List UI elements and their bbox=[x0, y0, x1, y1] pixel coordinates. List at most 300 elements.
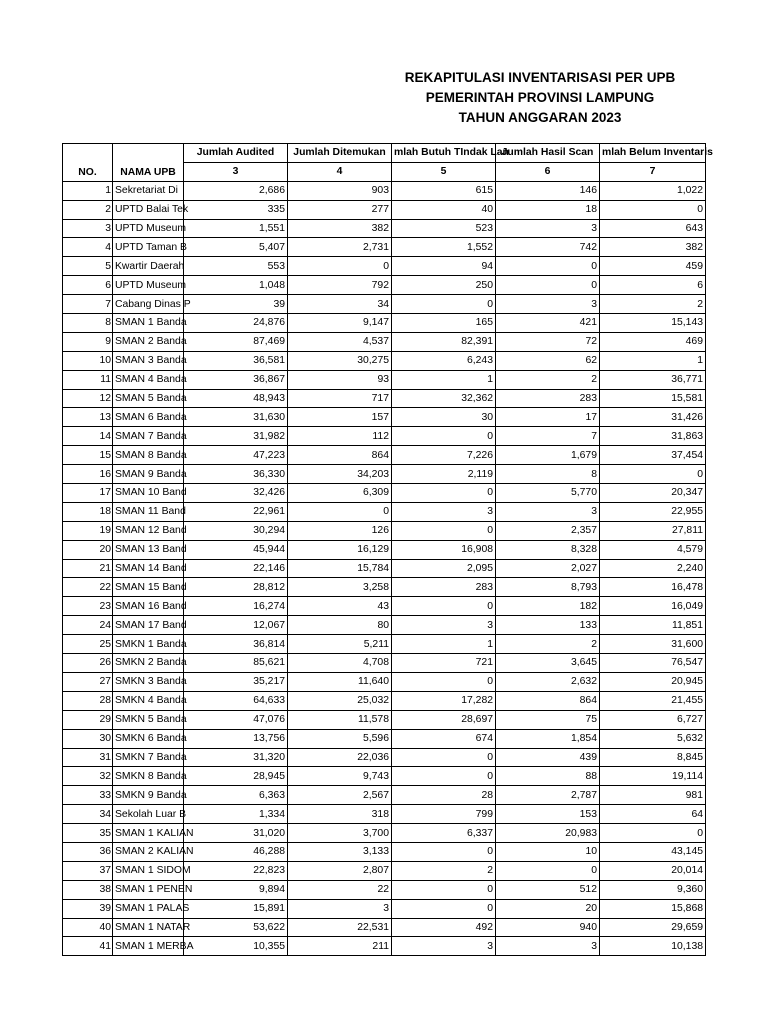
header-jumlah-butuh-tindak-lanjut bbox=[392, 144, 509, 163]
cell-no: 18 bbox=[63, 502, 113, 521]
cell-nama-upb bbox=[113, 219, 187, 238]
cell-no: 3 bbox=[63, 219, 113, 238]
cell-jumlah-butuh-tindak-lanjut: 0 bbox=[392, 295, 496, 314]
cell-nama-upb bbox=[113, 370, 187, 389]
cell-no: 22 bbox=[63, 578, 113, 597]
cell-jumlah-belum-inventaris: 11,851 bbox=[600, 616, 706, 635]
cell-jumlah-belum-inventaris: 76,547 bbox=[600, 654, 706, 673]
cell-jumlah-ditemukan: 4,708 bbox=[288, 654, 392, 673]
header-num-4: 4 bbox=[288, 162, 392, 181]
cell-nama-upb-text: SMAN 1 PENEN bbox=[115, 884, 193, 896]
cell-jumlah-belum-inventaris: 15,581 bbox=[600, 389, 706, 408]
cell-no: 31 bbox=[63, 748, 113, 767]
cell-jumlah-hasil-scan: 0 bbox=[496, 257, 600, 276]
cell-jumlah-hasil-scan: 2,027 bbox=[496, 559, 600, 578]
cell-no: 33 bbox=[63, 786, 113, 805]
cell-jumlah-butuh-tindak-lanjut: 523 bbox=[392, 219, 496, 238]
cell-jumlah-belum-inventaris: 6,727 bbox=[600, 710, 706, 729]
cell-jumlah-ditemukan: 22,036 bbox=[288, 748, 392, 767]
cell-nama-upb-text: Sekolah Luar B bbox=[115, 808, 187, 820]
cell-jumlah-belum-inventaris: 31,600 bbox=[600, 635, 706, 654]
cell-nama-upb bbox=[113, 484, 187, 503]
cell-nama-upb bbox=[113, 616, 187, 635]
cell-jumlah-butuh-tindak-lanjut: 82,391 bbox=[392, 332, 496, 351]
cell-nama-upb-text: SMKN 3 Banda bbox=[115, 676, 187, 688]
cell-jumlah-butuh-tindak-lanjut: 250 bbox=[392, 276, 496, 295]
cell-jumlah-audited: 1,334 bbox=[184, 805, 288, 824]
cell-jumlah-belum-inventaris: 2 bbox=[600, 295, 706, 314]
cell-jumlah-audited: 64,633 bbox=[184, 691, 288, 710]
cell-jumlah-butuh-tindak-lanjut: 0 bbox=[392, 672, 496, 691]
cell-jumlah-butuh-tindak-lanjut: 615 bbox=[392, 181, 496, 200]
cell-jumlah-audited: 553 bbox=[184, 257, 288, 276]
cell-nama-upb bbox=[113, 672, 187, 691]
cell-jumlah-ditemukan: 25,032 bbox=[288, 691, 392, 710]
cell-jumlah-ditemukan: 6,309 bbox=[288, 484, 392, 503]
cell-jumlah-audited: 85,621 bbox=[184, 654, 288, 673]
cell-jumlah-audited: 335 bbox=[184, 200, 288, 219]
cell-jumlah-butuh-tindak-lanjut: 1,552 bbox=[392, 238, 496, 257]
cell-jumlah-ditemukan: 3,133 bbox=[288, 842, 392, 861]
cell-nama-upb-text: SMAN 15 Band bbox=[115, 581, 187, 593]
cell-jumlah-ditemukan: 80 bbox=[288, 616, 392, 635]
cell-jumlah-audited: 31,630 bbox=[184, 408, 288, 427]
cell-nama-upb-text: SMKN 9 Banda bbox=[115, 789, 187, 801]
cell-jumlah-hasil-scan: 17 bbox=[496, 408, 600, 427]
cell-jumlah-belum-inventaris: 31,426 bbox=[600, 408, 706, 427]
cell-jumlah-ditemukan: 11,578 bbox=[288, 710, 392, 729]
cell-nama-upb bbox=[113, 295, 191, 314]
cell-nama-upb-text: SMAN 7 Banda bbox=[115, 430, 187, 442]
cell-jumlah-audited: 22,961 bbox=[184, 502, 288, 521]
cell-jumlah-ditemukan: 318 bbox=[288, 805, 392, 824]
cell-jumlah-belum-inventaris: 8,845 bbox=[600, 748, 706, 767]
cell-jumlah-belum-inventaris: 0 bbox=[600, 465, 706, 484]
table-row bbox=[63, 710, 706, 729]
table-row bbox=[63, 540, 706, 559]
cell-jumlah-belum-inventaris: 382 bbox=[600, 238, 706, 257]
header-jumlah-belum-inventaris-text: mlah Belum Inventaris bbox=[602, 147, 713, 159]
cell-jumlah-ditemukan: 9,147 bbox=[288, 314, 392, 333]
cell-jumlah-hasil-scan: 439 bbox=[496, 748, 600, 767]
cell-nama-upb bbox=[113, 729, 187, 748]
cell-jumlah-audited: 13,756 bbox=[184, 729, 288, 748]
cell-nama-upb-text: SMAN 10 Band bbox=[115, 487, 187, 499]
cell-jumlah-belum-inventaris: 0 bbox=[600, 200, 706, 219]
cell-no: 14 bbox=[63, 427, 113, 446]
cell-jumlah-belum-inventaris: 36,771 bbox=[600, 370, 706, 389]
cell-jumlah-audited: 30,294 bbox=[184, 521, 288, 540]
cell-nama-upb-text: SMAN 1 KALIAN bbox=[115, 827, 194, 839]
cell-nama-upb-text: SMKN 1 Banda bbox=[115, 638, 187, 650]
cell-jumlah-belum-inventaris: 31,863 bbox=[600, 427, 706, 446]
cell-jumlah-belum-inventaris: 19,114 bbox=[600, 767, 706, 786]
table-row bbox=[63, 672, 706, 691]
table-row bbox=[63, 521, 706, 540]
cell-no: 6 bbox=[63, 276, 113, 295]
cell-jumlah-butuh-tindak-lanjut: 30 bbox=[392, 408, 496, 427]
cell-no: 25 bbox=[63, 635, 113, 654]
cell-jumlah-belum-inventaris: 1 bbox=[600, 351, 706, 370]
cell-jumlah-audited: 46,288 bbox=[184, 842, 288, 861]
cell-jumlah-butuh-tindak-lanjut: 94 bbox=[392, 257, 496, 276]
cell-nama-upb bbox=[113, 710, 187, 729]
cell-jumlah-belum-inventaris: 43,145 bbox=[600, 842, 706, 861]
cell-no: 29 bbox=[63, 710, 113, 729]
cell-nama-upb-text: Kwartir Daerah bbox=[115, 260, 185, 272]
cell-jumlah-hasil-scan: 62 bbox=[496, 351, 600, 370]
cell-jumlah-butuh-tindak-lanjut: 16,908 bbox=[392, 540, 496, 559]
cell-jumlah-hasil-scan: 1,854 bbox=[496, 729, 600, 748]
cell-jumlah-hasil-scan: 2,632 bbox=[496, 672, 600, 691]
cell-nama-upb bbox=[113, 597, 187, 616]
header-num-7: 7 bbox=[600, 162, 706, 181]
cell-jumlah-ditemukan: 34,203 bbox=[288, 465, 392, 484]
cell-jumlah-audited: 31,982 bbox=[184, 427, 288, 446]
cell-jumlah-belum-inventaris: 27,811 bbox=[600, 521, 706, 540]
cell-nama-upb-text: SMAN 4 Banda bbox=[115, 374, 187, 386]
cell-jumlah-hasil-scan: 20,983 bbox=[496, 824, 600, 843]
cell-nama-upb-text: SMAN 2 Banda bbox=[115, 336, 187, 348]
cell-jumlah-audited: 36,330 bbox=[184, 465, 288, 484]
cell-jumlah-hasil-scan: 153 bbox=[496, 805, 600, 824]
cell-jumlah-audited: 31,320 bbox=[184, 748, 288, 767]
cell-jumlah-belum-inventaris: 15,868 bbox=[600, 899, 706, 918]
cell-jumlah-butuh-tindak-lanjut: 1 bbox=[392, 370, 496, 389]
cell-nama-upb bbox=[113, 654, 187, 673]
header-jumlah-audited-text: Jumlah Audited bbox=[196, 147, 275, 159]
cell-jumlah-ditemukan: 3 bbox=[288, 899, 392, 918]
cell-nama-upb bbox=[113, 937, 194, 956]
cell-jumlah-hasil-scan: 421 bbox=[496, 314, 600, 333]
cell-nama-upb bbox=[113, 786, 187, 805]
table-row bbox=[63, 238, 706, 257]
cell-jumlah-hasil-scan: 146 bbox=[496, 181, 600, 200]
cell-jumlah-belum-inventaris: 16,478 bbox=[600, 578, 706, 597]
cell-nama-upb bbox=[113, 200, 189, 219]
cell-jumlah-butuh-tindak-lanjut: 17,282 bbox=[392, 691, 496, 710]
cell-jumlah-belum-inventaris: 15,143 bbox=[600, 314, 706, 333]
cell-jumlah-hasil-scan: 512 bbox=[496, 880, 600, 899]
cell-jumlah-hasil-scan: 3 bbox=[496, 502, 600, 521]
cell-no: 10 bbox=[63, 351, 113, 370]
table-row bbox=[63, 408, 706, 427]
cell-nama-upb bbox=[113, 427, 187, 446]
cell-nama-upb-text: SMAN 1 MERBA bbox=[115, 940, 194, 952]
cell-nama-upb bbox=[113, 767, 187, 786]
cell-jumlah-ditemukan: 2,567 bbox=[288, 786, 392, 805]
cell-jumlah-ditemukan: 157 bbox=[288, 408, 392, 427]
cell-nama-upb bbox=[113, 824, 194, 843]
cell-nama-upb-text: UPTD Balai Tek bbox=[115, 204, 189, 216]
cell-nama-upb-text: SMAN 16 Band bbox=[115, 600, 187, 612]
cell-jumlah-audited: 87,469 bbox=[184, 332, 288, 351]
cell-jumlah-belum-inventaris: 981 bbox=[600, 786, 706, 805]
table-row bbox=[63, 748, 706, 767]
cell-jumlah-belum-inventaris: 10,138 bbox=[600, 937, 706, 956]
cell-nama-upb bbox=[113, 748, 187, 767]
cell-jumlah-butuh-tindak-lanjut: 492 bbox=[392, 918, 496, 937]
cell-jumlah-hasil-scan: 3 bbox=[496, 295, 600, 314]
cell-no: 32 bbox=[63, 767, 113, 786]
header-jumlah-butuh-tindak-lanjut-text: mlah Butuh TIndak Lan bbox=[394, 147, 509, 159]
cell-nama-upb-text: SMAN 1 SIDOM bbox=[115, 865, 191, 877]
cell-jumlah-hasil-scan: 3 bbox=[496, 219, 600, 238]
table-row bbox=[63, 559, 706, 578]
cell-jumlah-ditemukan: 22,531 bbox=[288, 918, 392, 937]
cell-jumlah-hasil-scan: 10 bbox=[496, 842, 600, 861]
cell-nama-upb-text: SMKN 7 Banda bbox=[115, 751, 187, 763]
cell-jumlah-ditemukan: 211 bbox=[288, 937, 392, 956]
cell-jumlah-ditemukan: 792 bbox=[288, 276, 392, 295]
cell-jumlah-butuh-tindak-lanjut: 674 bbox=[392, 729, 496, 748]
cell-jumlah-hasil-scan: 133 bbox=[496, 616, 600, 635]
cell-jumlah-butuh-tindak-lanjut: 0 bbox=[392, 880, 496, 899]
cell-jumlah-ditemukan: 34 bbox=[288, 295, 392, 314]
cell-jumlah-ditemukan: 2,731 bbox=[288, 238, 392, 257]
cell-jumlah-ditemukan: 112 bbox=[288, 427, 392, 446]
table-row bbox=[63, 351, 706, 370]
cell-nama-upb-text: SMAN 3 Banda bbox=[115, 355, 187, 367]
cell-jumlah-butuh-tindak-lanjut: 283 bbox=[392, 578, 496, 597]
cell-no: 35 bbox=[63, 824, 113, 843]
cell-nama-upb-text: SMAN 6 Banda bbox=[115, 411, 187, 423]
cell-jumlah-butuh-tindak-lanjut: 32,362 bbox=[392, 389, 496, 408]
header-num-3: 3 bbox=[184, 162, 288, 181]
cell-jumlah-belum-inventaris: 5,632 bbox=[600, 729, 706, 748]
cell-jumlah-ditemukan: 277 bbox=[288, 200, 392, 219]
cell-nama-upb bbox=[113, 408, 187, 427]
header-num-6: 6 bbox=[496, 162, 600, 181]
cell-jumlah-ditemukan: 3,258 bbox=[288, 578, 392, 597]
cell-nama-upb bbox=[113, 578, 187, 597]
cell-nama-upb bbox=[113, 446, 187, 465]
cell-jumlah-audited: 22,823 bbox=[184, 861, 288, 880]
cell-jumlah-ditemukan: 9,743 bbox=[288, 767, 392, 786]
cell-no: 34 bbox=[63, 805, 113, 824]
cell-jumlah-butuh-tindak-lanjut: 2,119 bbox=[392, 465, 496, 484]
cell-jumlah-butuh-tindak-lanjut: 6,337 bbox=[392, 824, 496, 843]
header-num-5: 5 bbox=[392, 162, 496, 181]
cell-jumlah-butuh-tindak-lanjut: 0 bbox=[392, 767, 496, 786]
cell-jumlah-hasil-scan: 1,679 bbox=[496, 446, 600, 465]
cell-nama-upb bbox=[113, 842, 194, 861]
cell-jumlah-belum-inventaris: 1,022 bbox=[600, 181, 706, 200]
table-body bbox=[63, 181, 706, 956]
cell-jumlah-belum-inventaris: 4,579 bbox=[600, 540, 706, 559]
cell-nama-upb-text: Sekretariat Di bbox=[115, 185, 178, 197]
cell-nama-upb bbox=[113, 559, 187, 578]
cell-nama-upb bbox=[113, 880, 193, 899]
header-jumlah-audited bbox=[184, 144, 288, 163]
cell-nama-upb bbox=[113, 635, 187, 654]
cell-jumlah-butuh-tindak-lanjut: 3 bbox=[392, 502, 496, 521]
header-row-labels bbox=[63, 144, 706, 163]
header-jumlah-ditemukan-text: Jumlah Ditemukan bbox=[293, 147, 386, 159]
cell-jumlah-audited: 28,812 bbox=[184, 578, 288, 597]
cell-nama-upb bbox=[113, 351, 187, 370]
table-row bbox=[63, 861, 706, 880]
cell-no: 39 bbox=[63, 899, 113, 918]
cell-jumlah-audited: 47,223 bbox=[184, 446, 288, 465]
cell-nama-upb-text: SMAN 1 NATAR bbox=[115, 921, 191, 933]
cell-jumlah-audited: 45,944 bbox=[184, 540, 288, 559]
cell-nama-upb-text: SMAN 2 KALIAN bbox=[115, 846, 194, 858]
cell-nama-upb bbox=[113, 332, 187, 351]
table-row bbox=[63, 805, 706, 824]
cell-jumlah-butuh-tindak-lanjut: 28 bbox=[392, 786, 496, 805]
cell-nama-upb-text: SMAN 5 Banda bbox=[115, 393, 187, 405]
cell-jumlah-ditemukan: 903 bbox=[288, 181, 392, 200]
table-row bbox=[63, 332, 706, 351]
cell-jumlah-hasil-scan: 2 bbox=[496, 370, 600, 389]
cell-jumlah-butuh-tindak-lanjut: 799 bbox=[392, 805, 496, 824]
cell-jumlah-belum-inventaris: 9,360 bbox=[600, 880, 706, 899]
header-jumlah-belum-inventaris bbox=[600, 144, 713, 163]
cell-jumlah-butuh-tindak-lanjut: 6,243 bbox=[392, 351, 496, 370]
cell-nama-upb-text: Cabang Dinas P bbox=[115, 298, 191, 310]
cell-nama-upb-text: SMAN 12 Band bbox=[115, 525, 187, 537]
cell-no: 12 bbox=[63, 389, 113, 408]
cell-jumlah-audited: 9,894 bbox=[184, 880, 288, 899]
cell-jumlah-ditemukan: 382 bbox=[288, 219, 392, 238]
cell-nama-upb bbox=[113, 181, 184, 200]
table-row bbox=[63, 899, 706, 918]
cell-jumlah-butuh-tindak-lanjut: 1 bbox=[392, 635, 496, 654]
cell-no: 9 bbox=[63, 332, 113, 351]
cell-jumlah-hasil-scan: 8,328 bbox=[496, 540, 600, 559]
table-row bbox=[63, 691, 706, 710]
cell-jumlah-belum-inventaris: 16,049 bbox=[600, 597, 706, 616]
cell-jumlah-ditemukan: 864 bbox=[288, 446, 392, 465]
cell-jumlah-belum-inventaris: 20,014 bbox=[600, 861, 706, 880]
cell-jumlah-butuh-tindak-lanjut: 0 bbox=[392, 899, 496, 918]
table-row bbox=[63, 937, 706, 956]
cell-nama-upb-text: SMAN 11 Band bbox=[115, 506, 186, 518]
table-row bbox=[63, 295, 706, 314]
cell-jumlah-audited: 1,048 bbox=[184, 276, 288, 295]
cell-nama-upb-text: SMKN 6 Banda bbox=[115, 733, 187, 745]
cell-jumlah-belum-inventaris: 22,955 bbox=[600, 502, 706, 521]
cell-jumlah-audited: 2,686 bbox=[184, 181, 288, 200]
cell-nama-upb bbox=[113, 238, 187, 257]
table-row bbox=[63, 465, 706, 484]
cell-no: 38 bbox=[63, 880, 113, 899]
cell-nama-upb bbox=[113, 314, 187, 333]
cell-jumlah-audited: 28,945 bbox=[184, 767, 288, 786]
header-jumlah-hasil-scan bbox=[496, 144, 600, 163]
cell-jumlah-audited: 22,146 bbox=[184, 559, 288, 578]
cell-jumlah-belum-inventaris: 37,454 bbox=[600, 446, 706, 465]
cell-nama-upb bbox=[113, 899, 190, 918]
cell-no: 40 bbox=[63, 918, 113, 937]
header-jumlah-ditemukan bbox=[288, 144, 392, 163]
table-row bbox=[63, 502, 706, 521]
cell-no: 13 bbox=[63, 408, 113, 427]
cell-jumlah-audited: 6,363 bbox=[184, 786, 288, 805]
cell-no: 30 bbox=[63, 729, 113, 748]
cell-jumlah-butuh-tindak-lanjut: 0 bbox=[392, 484, 496, 503]
cell-jumlah-ditemukan: 16,129 bbox=[288, 540, 392, 559]
cell-jumlah-butuh-tindak-lanjut: 721 bbox=[392, 654, 496, 673]
table-row bbox=[63, 880, 706, 899]
cell-nama-upb-text: SMAN 1 PALAS bbox=[115, 903, 190, 915]
cell-nama-upb-text: SMAN 1 Banda bbox=[115, 317, 187, 329]
cell-jumlah-butuh-tindak-lanjut: 40 bbox=[392, 200, 496, 219]
cell-no: 26 bbox=[63, 654, 113, 673]
cell-nama-upb bbox=[113, 861, 191, 880]
cell-nama-upb bbox=[113, 521, 187, 540]
table-row bbox=[63, 427, 706, 446]
cell-jumlah-hasil-scan: 72 bbox=[496, 332, 600, 351]
cell-no: 36 bbox=[63, 842, 113, 861]
cell-jumlah-butuh-tindak-lanjut: 28,697 bbox=[392, 710, 496, 729]
cell-jumlah-hasil-scan: 940 bbox=[496, 918, 600, 937]
cell-no: 24 bbox=[63, 616, 113, 635]
cell-jumlah-belum-inventaris: 469 bbox=[600, 332, 706, 351]
cell-jumlah-ditemukan: 2,807 bbox=[288, 861, 392, 880]
cell-jumlah-audited: 16,274 bbox=[184, 597, 288, 616]
cell-jumlah-hasil-scan: 3 bbox=[496, 937, 600, 956]
cell-jumlah-butuh-tindak-lanjut: 3 bbox=[392, 937, 496, 956]
table-row bbox=[63, 314, 706, 333]
cell-jumlah-belum-inventaris: 64 bbox=[600, 805, 706, 824]
cell-jumlah-hasil-scan: 283 bbox=[496, 389, 600, 408]
table-row bbox=[63, 767, 706, 786]
table-row bbox=[63, 635, 706, 654]
cell-jumlah-belum-inventaris: 21,455 bbox=[600, 691, 706, 710]
cell-jumlah-audited: 39 bbox=[184, 295, 288, 314]
cell-nama-upb bbox=[113, 465, 187, 484]
cell-jumlah-ditemukan: 93 bbox=[288, 370, 392, 389]
cell-jumlah-ditemukan: 4,537 bbox=[288, 332, 392, 351]
cell-nama-upb-text: SMKN 4 Banda bbox=[115, 695, 187, 707]
table-row bbox=[63, 918, 706, 937]
report-title-line-2: PEMERINTAH PROVINSI LAMPUNG bbox=[425, 90, 655, 105]
cell-jumlah-butuh-tindak-lanjut: 0 bbox=[392, 842, 496, 861]
cell-jumlah-audited: 5,407 bbox=[184, 238, 288, 257]
table-row bbox=[63, 181, 706, 200]
table-row bbox=[63, 257, 706, 276]
table-row bbox=[63, 824, 706, 843]
cell-jumlah-hasil-scan: 8 bbox=[496, 465, 600, 484]
cell-no: 41 bbox=[63, 937, 113, 956]
cell-nama-upb bbox=[113, 805, 187, 824]
cell-nama-upb bbox=[113, 918, 191, 937]
cell-jumlah-butuh-tindak-lanjut: 2 bbox=[392, 861, 496, 880]
cell-nama-upb-text: SMAN 8 Banda bbox=[115, 449, 187, 461]
table-row bbox=[63, 842, 706, 861]
cell-jumlah-belum-inventaris: 2,240 bbox=[600, 559, 706, 578]
cell-jumlah-ditemukan: 43 bbox=[288, 597, 392, 616]
header-jumlah-hasil-scan-text: Jumlah Hasil Scan bbox=[501, 147, 594, 159]
cell-jumlah-hasil-scan: 2,357 bbox=[496, 521, 600, 540]
cell-jumlah-butuh-tindak-lanjut: 0 bbox=[392, 597, 496, 616]
cell-jumlah-hasil-scan: 864 bbox=[496, 691, 600, 710]
cell-no: 20 bbox=[63, 540, 113, 559]
cell-jumlah-ditemukan: 5,596 bbox=[288, 729, 392, 748]
cell-jumlah-audited: 32,426 bbox=[184, 484, 288, 503]
cell-nama-upb-text: SMKN 8 Banda bbox=[115, 770, 187, 782]
cell-jumlah-belum-inventaris: 6 bbox=[600, 276, 706, 295]
cell-jumlah-audited: 24,876 bbox=[184, 314, 288, 333]
cell-nama-upb bbox=[113, 276, 187, 295]
cell-no: 4 bbox=[63, 238, 113, 257]
table-row bbox=[63, 219, 706, 238]
cell-jumlah-hasil-scan: 0 bbox=[496, 276, 600, 295]
header-nama-upb: NAMA UPB bbox=[113, 144, 184, 182]
cell-jumlah-audited: 48,943 bbox=[184, 389, 288, 408]
